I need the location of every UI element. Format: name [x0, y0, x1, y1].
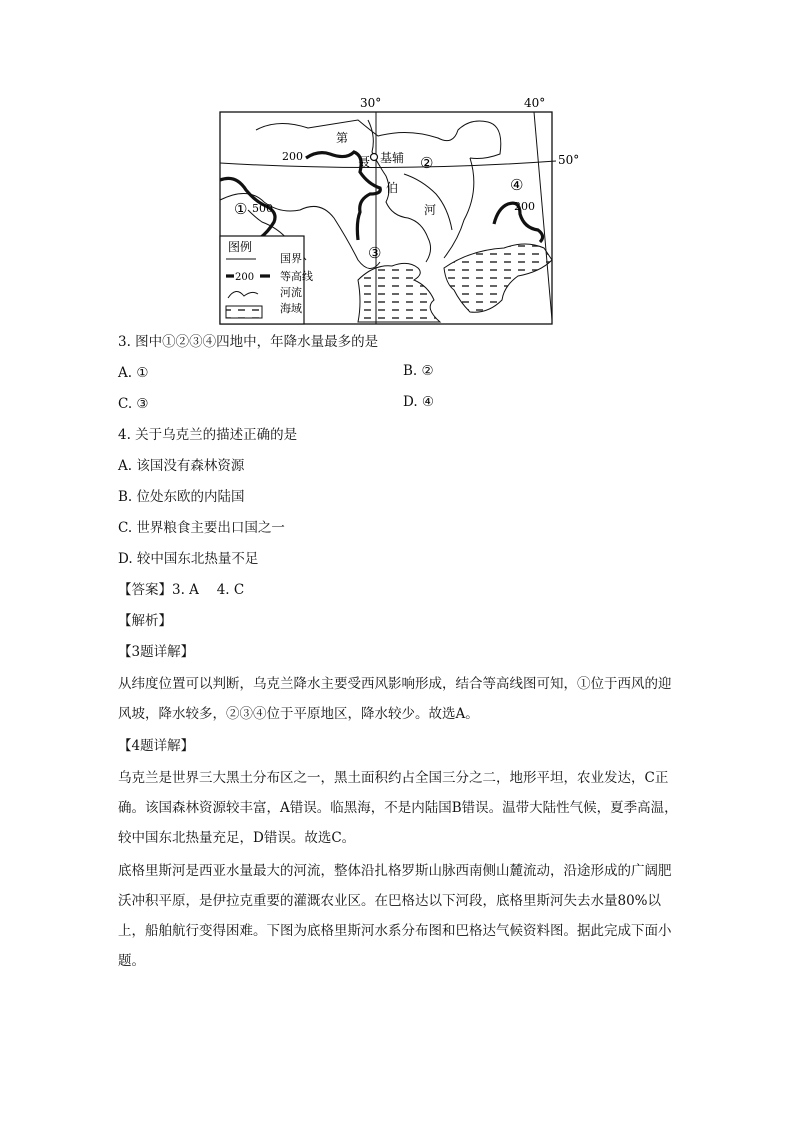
analysis-title: 【解析】 [118, 613, 172, 629]
meridian-40 [534, 112, 552, 320]
q3-option-a: A. ① [118, 365, 149, 381]
q3-stem: 3. 图中①②③④四地中，年降水量最多的是 [118, 334, 379, 350]
q3-detail-title: 【3题详解】 [118, 644, 195, 660]
q4-option-a: A. 该国没有森林资源 [118, 458, 245, 474]
river-char-4: 河 [424, 203, 437, 217]
legend-sea-label: 海域 [280, 302, 302, 315]
region-label-4: ④ [510, 176, 524, 194]
q4-option-c: C. 世界粮食主要出口国之一 [118, 520, 285, 536]
q4-option-d: D. 较中国东北热量不足 [118, 551, 259, 567]
q3-detail-text: 从纬度位置可以判断，乌克兰降水主要受西风影响形成，结合等高线图可知，①位于西风的迎风坡，降水较多，②③④位于平原地区，降水较少。故选A。 [118, 676, 672, 722]
region-label-1: ① [234, 200, 248, 218]
answer-line: 【答案】3. A 4. C [118, 582, 245, 598]
region-label-2: ② [420, 154, 434, 172]
region-label-3: ③ [368, 244, 382, 262]
river-tributary-east [404, 174, 452, 230]
legend-border-label: 国界 [280, 252, 302, 265]
kiev-marker [371, 154, 378, 161]
eastern-border [444, 158, 474, 258]
q4-stem: 4. 关于乌克兰的描述正确的是 [118, 427, 298, 443]
q4-detail-text: 乌克兰是世界三大黑土分布区之一，黑土面积约占全国三分之二，地形平坦，农业发达，C正确。该国森林资源较丰富，A错误。临黑海，不是内陆国B错误。温带大陆性气候，夏季高温，较中国东北热量充足，D错误。故选C。 [118, 770, 678, 846]
kiev-label: 基辅 [380, 151, 405, 165]
legend-river-label: 河流 [280, 286, 302, 299]
black-sea-west [358, 263, 440, 322]
contour-label-500: 500 [252, 202, 273, 215]
tigris-intro-text: 底格里斯河是西亚水量最大的河流，整体沿扎格罗斯山脉西南侧山麓流动，沿途形成的广阔肥沃冲积平原，是伊拉克重要的灌溉农业区。在巴格达以下河段，底格里斯河失去水量80%以上，船舶航行变得困难。下图为底格里斯河水系分布图和巴格达气候资料图。据此完成下面小题。 [118, 863, 672, 969]
river-char-2: 聂 [358, 155, 371, 169]
lon-40-label: 40° [524, 96, 546, 110]
river-char-3: 伯 [386, 181, 399, 195]
dnieper-river [368, 120, 434, 262]
q3-option-b: B. ② [403, 363, 434, 379]
map-legend [220, 236, 313, 324]
q4-detail-title: 【4题详解】 [118, 738, 195, 754]
river-char-1: 第 [336, 131, 349, 145]
black-sea-east [444, 244, 552, 312]
legend-contour-value: 200 [235, 272, 255, 283]
contour-label-200-north: 200 [282, 150, 303, 163]
legend-contour-label: 等高线 [280, 270, 313, 283]
contour-label-200-east: 200 [514, 200, 535, 213]
legend-sea-sample [226, 306, 262, 318]
lon-30-label: 30° [360, 96, 382, 110]
q4-option-b: B. 位处东欧的内陆国 [118, 489, 245, 505]
lat-50-label: 50° [558, 153, 580, 167]
q3-option-d: D. ④ [403, 394, 435, 410]
ukraine-map [208, 90, 588, 330]
q3-option-c: C. ③ [118, 396, 149, 412]
legend-title: 图例 [228, 240, 253, 254]
